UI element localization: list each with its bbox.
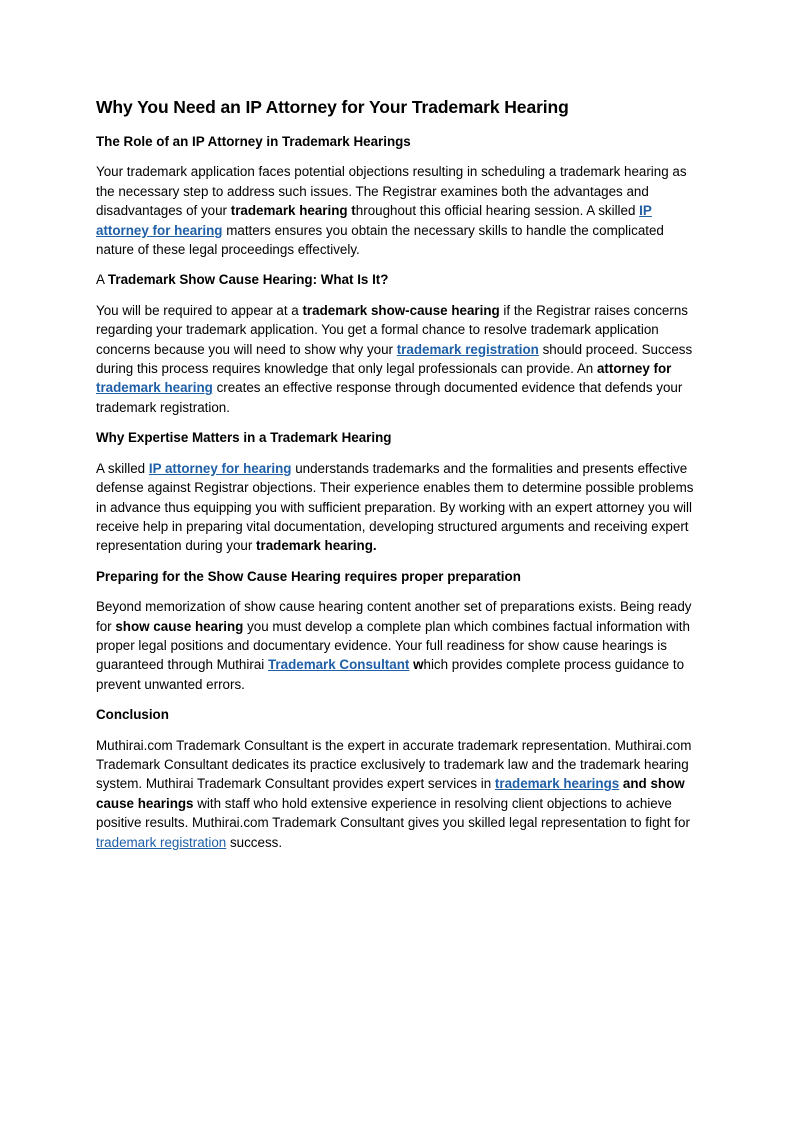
section-heading-show-cause — [96, 270, 698, 289]
text: Your trademark application faces potential objections resulting in scheduling a trademark hearing as the necessary step to address such issues. The Registrar examines both the advantages and disadvantages of your — [96, 164, 687, 219]
text: hroughout this official hearing session. A skilled — [355, 203, 640, 219]
text: A skilled — [96, 460, 149, 476]
document-page — [96, 96, 698, 863]
paragraph-conclusion — [96, 736, 698, 852]
text: matters ensures you obtain the necessary skills to handle the complicated nature of these legal proceedings effectively. — [96, 222, 664, 258]
bold-text: w — [409, 657, 424, 673]
text: You will be required to appear at a — [96, 302, 303, 318]
link-trademark-registration-2[interactable]: trademark registration — [96, 834, 227, 850]
heading-prefix: A — [96, 272, 108, 288]
paragraph-show-cause — [96, 301, 698, 417]
bold-text: trademark hearing t — [230, 203, 356, 219]
page-title: Why You Need an IP Attorney for Your Trademark Hearing — [96, 97, 569, 117]
bold-text: show cause hearing — [115, 618, 244, 634]
section-heading-expertise: Why Expertise Matters in a Trademark Hearing — [96, 430, 392, 446]
bold-text: trademark hearing. — [256, 538, 377, 554]
bold-text: trademark show-cause hearing — [302, 302, 500, 318]
text: creates an effective response through documented evidence that defends your trademark registration. — [96, 380, 683, 415]
text: if the Registrar raises concerns regarding your trademark application. You get a formal chance to resolve trademark application concerns because you will need to show why your — [96, 302, 688, 357]
text: you must develop a complete plan which combines factual information with proper legal positions and documentary evidence. Your full readiness for show cause hearings is guaranteed through Muthirai — [96, 618, 690, 673]
bold-text: and show cause hearings — [96, 776, 685, 811]
text: hich provides complete process guidance to prevent unwanted errors. — [96, 657, 685, 692]
link-ip-attorney-for-hearing-2[interactable]: IP attorney for hearing — [148, 460, 292, 476]
text: understands trademarks and the formalities and presents effective defense against Registrar objections. Their experience enables them to determine possible problems in advance thus equipping you with sufficient preparation. By working with an expert attorney you will receive help in preparing vital documentation, developing structured arguments and receiving expert representation during your — [96, 460, 694, 554]
link-trademark-registration[interactable]: trademark registration — [396, 341, 539, 357]
link-trademark-hearing[interactable]: trademark hearing — [96, 380, 213, 396]
paragraph-preparing — [96, 597, 698, 694]
paragraph-role — [96, 162, 698, 259]
section-heading-preparing: Preparing for the Show Cause Hearing requires proper preparation — [96, 568, 521, 584]
paragraph-expertise — [96, 459, 698, 556]
section-heading-conclusion: Conclusion — [96, 707, 169, 723]
text: with staff who hold extensive experience in resolving client objections to achieve positive results. Muthirai.com Trademark Consultant gives you skilled legal representation to fight for — [96, 795, 690, 831]
text: Muthirai.com Trademark Consultant is the expert in accurate trademark representation. Muthirai.com Trademark Consultant dedicates its practice exclusively to trademark law and the trademark hearing system. Muthirai Trademark Consultant provides expert services in — [96, 737, 692, 792]
text: Beyond memorization of show cause hearing content another set of preparations exists. Being ready for — [96, 599, 692, 634]
section-heading-role: The Role of an IP Attorney in Trademark Hearings — [96, 134, 411, 149]
heading-bold: Trademark Show Cause Hearing: What Is It? — [107, 272, 389, 288]
text: success. — [226, 834, 283, 850]
link-ip-attorney-for-hearing[interactable]: IP attorney for hearing — [96, 203, 652, 238]
link-trademark-hearings[interactable]: trademark hearings — [494, 776, 620, 792]
link-trademark-consultant[interactable]: Trademark Consultant — [267, 657, 410, 673]
text: should proceed. Success during this process requires knowledge that only legal professionals can provide. An — [96, 341, 693, 377]
bold-text: attorney for — [596, 361, 672, 377]
